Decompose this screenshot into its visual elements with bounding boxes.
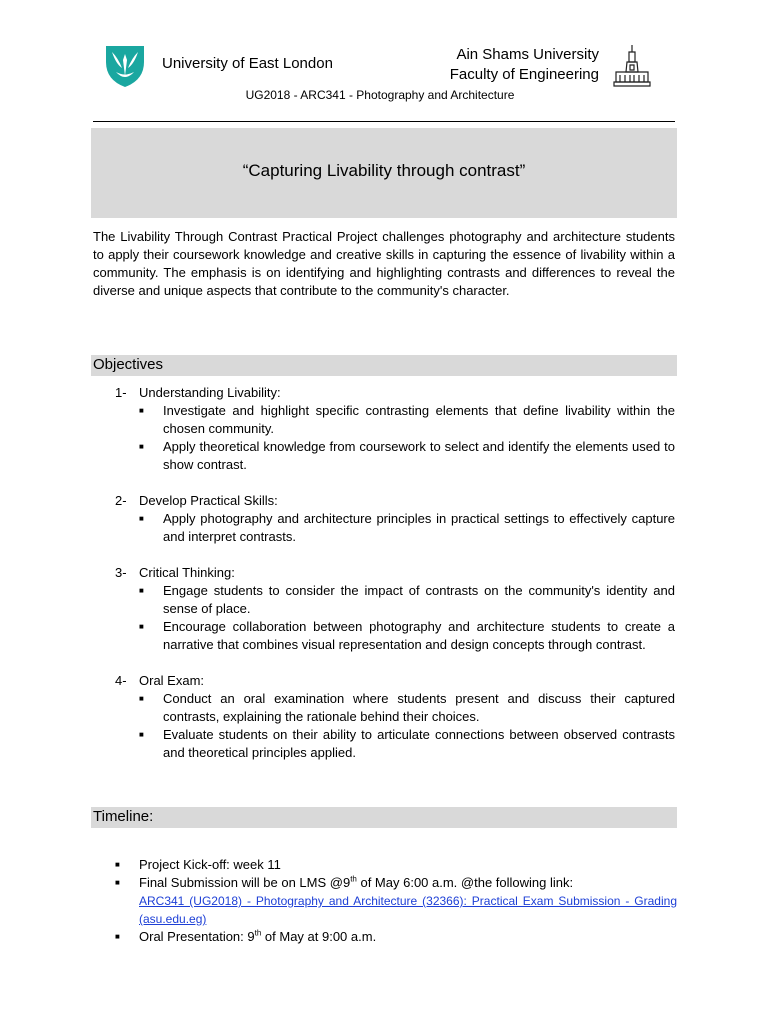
list-item: ■ Apply theoretical knowledge from coursework to select and identify the elements used to show contrast. xyxy=(115,438,677,474)
submission-link[interactable]: ARC341 (UG2018) - Photography and Architecture (32366): Practical Exam Submission - Grading (asu.edu.eg) xyxy=(139,894,677,926)
objective-number: 2- xyxy=(115,493,127,508)
kickoff-text: Project Kick-off: week 11 xyxy=(139,857,281,872)
objective-title: Oral Exam: xyxy=(139,673,205,688)
bullet-icon: ■ xyxy=(139,730,144,739)
bullet-icon: ■ xyxy=(139,622,144,631)
list-item: ■ Apply photography and architecture principles in practical settings to effectively capture and interpret contrasts. xyxy=(115,510,677,546)
list-item xyxy=(115,928,677,946)
objective-number: 4- xyxy=(115,673,127,688)
intro-paragraph: The Livability Through Contrast Practical Project challenges photography and architecture students to apply their coursework knowledge and creative skills in capturing the essence of livability within a community. The emphasis is on identifying and highlighting contrasts and differences to reveal the diverse and unique aspects that contribute to the community's character. xyxy=(93,229,675,298)
list-item: ■ Conduct an oral examination where students present and discuss their captured contrasts, explaining the rationale behind their choices. xyxy=(115,690,677,726)
header-divider xyxy=(93,121,675,122)
objective-group xyxy=(115,492,677,546)
uel-phoenix-logo-icon xyxy=(104,42,146,88)
bullet-icon: ■ xyxy=(139,406,144,415)
list-item: ■ Evaluate students on their ability to articulate connections between observed contrasts and theoretical principles applied. xyxy=(115,726,677,762)
objective-title: Critical Thinking: xyxy=(139,565,235,580)
final-submission-text: Final Submission will be on LMS @9th of May 6:00 a.m. @the following link: ARC341 (UG2018) - Photography and Architecture (32366): Practical Exam Submission - Grading (asu.edu.eg) xyxy=(139,874,677,926)
bullet-icon: ■ xyxy=(139,586,144,595)
document-title: “Capturing Livability through contrast” xyxy=(242,161,526,180)
list-item: ■ Investigate and highlight specific contrasting elements that define livability within the chosen community. xyxy=(115,402,677,438)
list-item xyxy=(115,874,677,928)
asu-name-block xyxy=(450,45,599,85)
objectives-heading: Objectives xyxy=(93,356,164,373)
objective-title: Develop Practical Skills: xyxy=(139,493,278,508)
objective-number: 3- xyxy=(115,565,127,580)
list-item: ■ Engage students to consider the impact of contrasts on the community's identity and sense of place. xyxy=(115,582,677,618)
title-band xyxy=(91,128,677,218)
objective-title: Understanding Livability: xyxy=(139,385,281,400)
objective-group xyxy=(115,564,677,654)
oral-presentation-text: Oral Presentation: 9th of May at 9:00 a.m. xyxy=(139,928,377,944)
timeline-heading: Timeline: xyxy=(93,808,154,825)
faculty-name: Faculty of Engineering xyxy=(449,66,599,83)
list-item xyxy=(115,856,677,874)
asu-name: Ain Shams University xyxy=(456,46,599,63)
bullet-icon: ■ xyxy=(115,878,120,887)
bullet-icon: ■ xyxy=(115,860,120,869)
list-item: ■ Encourage collaboration between photography and architecture students to create a narrative that combines visual representation and design concepts through contrast. xyxy=(115,618,677,654)
uel-name: University of East London xyxy=(162,55,333,72)
bullet-icon: ■ xyxy=(139,442,144,451)
objectives-heading-bar xyxy=(91,355,677,376)
asu-tower-logo-icon xyxy=(612,42,652,90)
bullet-icon: ■ xyxy=(139,694,144,703)
bullet-icon: ■ xyxy=(139,514,144,523)
objectives-list xyxy=(115,384,677,780)
bullet-icon: ■ xyxy=(115,932,120,941)
timeline-list xyxy=(115,856,677,946)
objective-number: 1- xyxy=(115,385,127,400)
course-code: UG2018 - ARC341 - Photography and Architecture xyxy=(245,88,515,102)
objective-group xyxy=(115,672,677,762)
timeline-heading-bar xyxy=(91,807,677,828)
objective-group xyxy=(115,384,677,474)
